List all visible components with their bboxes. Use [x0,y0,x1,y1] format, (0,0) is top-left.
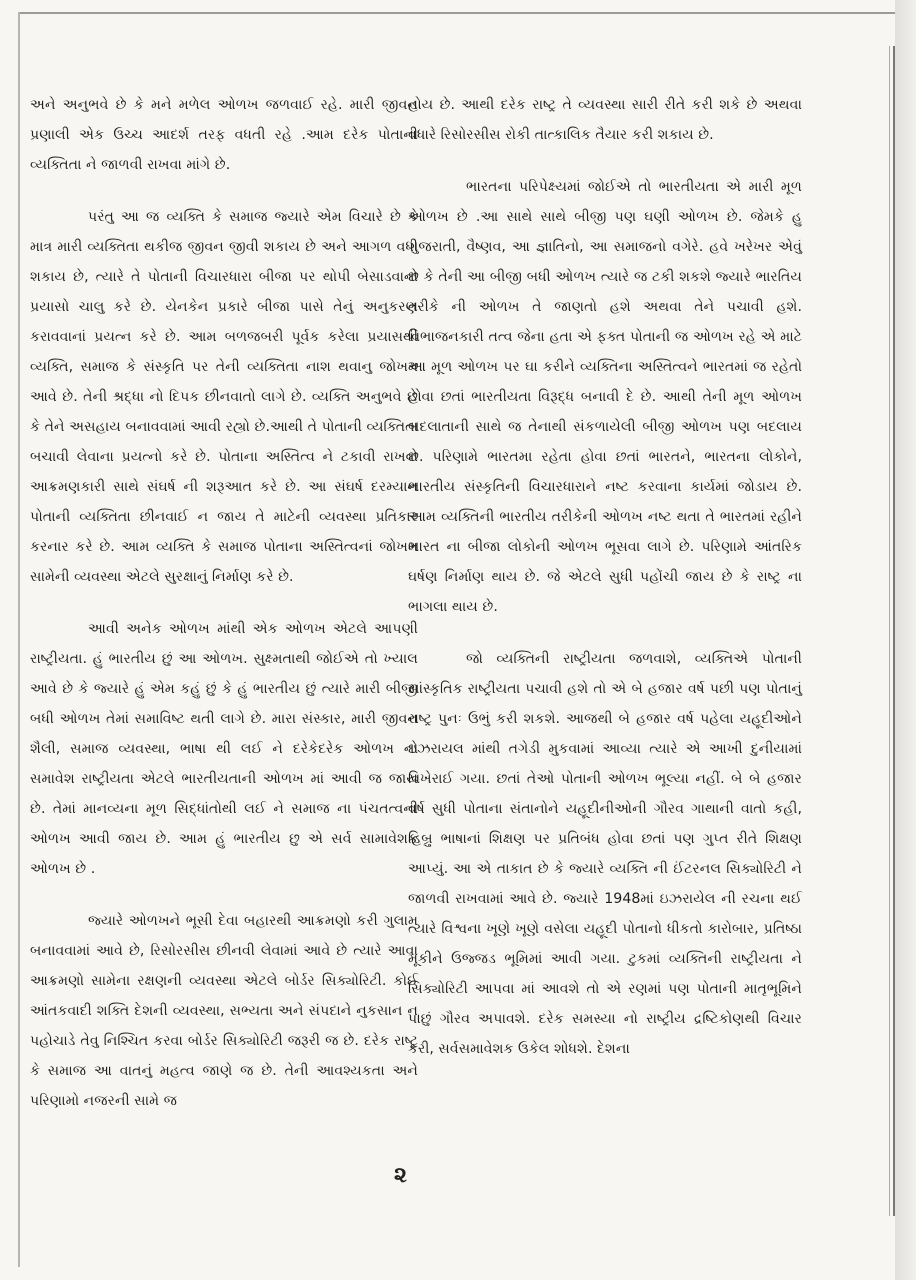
top-border-line [18,12,898,14]
right-column [408,90,802,1086]
left-paragraph-2: પરંતુ આ જ વ્યક્તિ કે સમાજ જ્યારે એમ વિચારે છે કે માત્ર મારી વ્યક્તિતા થકીજ જીવન જીવી શકાય છે અને આગળ વધી શકાય છે, ત્યારે તે પોતાની વિચારધારા બીજા પર થોપી બેસાડવાના પ્રયાસો ચાલુ કરે છે. યેનકેન પ્રકારે બીજા પાસે તેનું અનુકરણ કરાવવાનાં પ્રયત્ન કરે છે. આમ બળજબરી પૂર્વક કરેલા પ્રયાસથી વ્યક્તિ, સમાજ કે સંસ્કૃતિ પર તેની વ્યક્તિતા નાશ થવાનુ જોખમ આવે છે. તેની શ્રદ્ધા નો દિપક છીનવાતો લાગે છે. વ્યક્તિ અનુભવે છે કે તેને અસહાય બનાવવામાં આવી રહ્યો છે.આથી તે પોતાની વ્યક્તિતા બચાવી લેવાના પ્રયત્નો કરે છે. પોતાના અસ્તિત્વ ને ટકાવી રાખવા આક્રમણકારી સાથે સંઘર્ષ ની શરૂઆત કરે છે. આ સંઘર્ષ દરમ્યાન પોતાની વ્યક્તિતા છીનવાઈ ન જાય તે માટેની વ્યવસ્થા પ્રતિકાર કરનાર કરે છે. આમ વ્યક્તિ કે સમાજ પોતાના અસ્તિત્વનાં જોખમ સામેની વ્યવસ્થા એટલે સુરક્ષાનું નિર્માણ કરે છે. [30,209,418,585]
right-border-inner-line [889,46,890,1216]
left-paragraph-1: અને અનુભવે છે કે મને મળેલ ઓળખ જળવાઈ રહે. મારી જીવન પ્રણાલી એક ઉચ્ચ આદર્શ તરફ વધતી રહે .આમ દરેક પોતાની વ્યક્તિતા ને જાળવી રાખવા માંગે છે. [30,97,418,173]
right-paragraph-1: હોય છે. આથી દરેક રાષ્ટ્ર તે વ્યવસ્થા સારી રીતે કરી શકે છે અથવા વધારે રિસોરસીસ રોકી તાત્કાલિક તૈયાર કરી શકાય છે. [408,97,802,143]
left-column [30,90,418,1138]
right-paragraph-2: ભારતના પરિપેક્ષ્યમાં જોઈએ તો ભારતીયતા એ મારી મૂળ ઓળખ છે .આ સાથે સાથે બીજી પણ ઘણી ઓળખ છે. જેમકે હુ ગુજરાતી, વૈષ્ણવ, આ જ્ઞાતિનો, આ સમાજનો વગેરે. હવે ખરેખર એવું છે કે તેની આ બીજી બધી ઓળખ ત્યારે જ ટકી શકશે જ્યારે ભારતિય તરીકે ની ઓળખ તે જાણતો હશે અથવા તેને પચાવી હશે. વિભાજનકારી તત્વ જેના હતા એ ફક્ત પોતાની જ ઓળખ રહે એ માટે આ મૂળ ઓળખ પર ઘા કરીને વ્યક્તિના અસ્તિત્વને ભારતમાં જ રહેતો હોવા છતાં ભારતીયતા વિરૂદ્ધ બનાવી દે છે. આથી તેની મૂળ ઓળખ બદલાતાની સાથે જ તેનાથી સંકળાયેલી બીજી ઓળખ પણ બદલાય છે. પરિણામે ભારતમા રહેતા હોવા છતાં ભારતને, ભારતના લોકોને, ભારતીય સંસ્કૃતિની વિચારધારાને નષ્ટ કરવાના કાર્યમાં જોડાય છે. આમ વ્યક્તિની ભારતીય તરીકેની ઓળખ નષ્ટ થતા તે ભારતમાં રહીને ભારત ના બીજા લોકોની ઓળખ ભૂસવા લાગે છે. પરિણામે આંતરિક ઘર્ષણ નિર્માણ થાય છે. જે એટલે સુધી પહોંચી જાય છે કે રાષ્ટ્ર ના ભાગલા થાય છે. [408,179,802,615]
right-paragraph-3: જો વ્યક્તિની રાષ્ટ્રીયતા જળવાશે, વ્યક્તિએ પોતાની સાંસ્કૃતિક રાષ્ટ્રીયતા પચાવી હશે તો એ બે હજાર વર્ષ પછી પણ પોતાનું રાષ્ટ્ર પુનઃ ઉભું કરી શકશે. આજથી બે હજાર વર્ષ પહેલા યહૂદીઓને ઇઝરાયલ માંથી તગેડી મુકવામાં આવ્યા ત્યારે એ આખી દુનીયામાં વિખેરાઈ ગયા. છતાં તેઓ પોતાની ઓળખ ભૂલ્યા નહીં. બે બે હજાર વર્ષ સુધી પોતાના સંતાનોને યહૂદીનીઓની ગૌરવ ગાથાની વાતો કહી, હિબ્રુ ભાષાનાં શિક્ષણ પર પ્રતિબંધ હોવા છતાં પણ ગુપ્ત રીતે શિક્ષણ આપ્યું. આ એ તાકાત છે કે જ્યારે વ્યક્તિ ની ઈંટરનલ સિક્યોરિટી ને જાળવી રાખવામાં આવે છે. જ્યારે 1948માં ઇઝરાયેલ ની રચના થઈ ત્યારે વિશ્વના ખૂણે ખૂણે વસેલા યહૂદી પોતાનો ધીકતો કારોબાર, પ્રતિષ્ઠા મૂકીને ઉજ્જડ ભૂમિમાં આવી ગયા. ટુકમાં વ્યક્તિની રાષ્ટ્રીયતા ને સિક્યોરિટી આપવા માં આવશે તો એ રણમાં પણ પોતાની માતૃભૂમિને પાછું ગૌરવ અપાવશે. દરેક સમસ્યા નો રાષ્ટ્રીય દ્રષ્ટિકોણથી વિચાર કરી, સર્વસમાવેશક ઉકેલ શોધશે. દેશના [408,651,802,1057]
left-border-line [18,12,20,1267]
page-number: ૨ [394,1162,407,1188]
left-paragraph-3: આવી અનેક ઓળખ માંથી એક ઓળખ એટલે આપણી રાષ્ટ્રીયતા. હું ભારતીય છું આ ઓળખ. સુક્ષ્મતાથી જોઈએ તો ખ્યાલ આવે છે કે જ્યારે હું એમ કહું છું કે હું ભારતીય છું ત્યારે મારી બીજી બધી ઓળખ તેમાં સમાવિષ્ટ થતી લાગે છે. મારા સંસ્કાર, મારી જીવન શૈલી, સમાજ વ્યવસ્થા, ભાષા થી લઈ ને દરેકેદરેક ઓળખ નો સમાવેશ રાષ્ટ્રીયતા એટલે ભારતીયતાની ઓળખ માં આવી જ જાય છે. તેમાં માનવ્યના મૂળ સિદ્ધાંતોથી લઈ ને સમાજ ના પંચતત્વની ઓળખ આવી જાય છે. આમ હું ભારતીય છુ એ સર્વ સામાવેશક ઓળખ છે . [30,621,418,877]
page-edge-shadow [895,0,916,1280]
left-paragraph-4: જ્યારે ઓળખને ભૂસી દેવા બહારથી આક્રમણો કરી ગુલામ બનાવવામાં આવે છે, રિસોરસીસ છીનવી લેવામાં આવે છે ત્યારે આવા આક્રમણો સામેના રક્ષણની વ્યવસ્થા એટલે બોર્ડર સિક્યોરિટી. કોઈ આંતકવાદી શક્તિ દેશની વ્યવસ્થા, સભ્યતા અને સંપદાને નુકસાન ન પહોચાડે તેવુ નિશ્ચિત કરવા બોર્ડર સિક્યોરિટી જરૂરી જ છે. દરેક રાષ્ટ્ર કે સમાજ આ વાતનું મહત્વ જાણે જ છે. તેની આવશ્યકતા અને પરિણામો નજરની સામે જ [30,913,418,1109]
